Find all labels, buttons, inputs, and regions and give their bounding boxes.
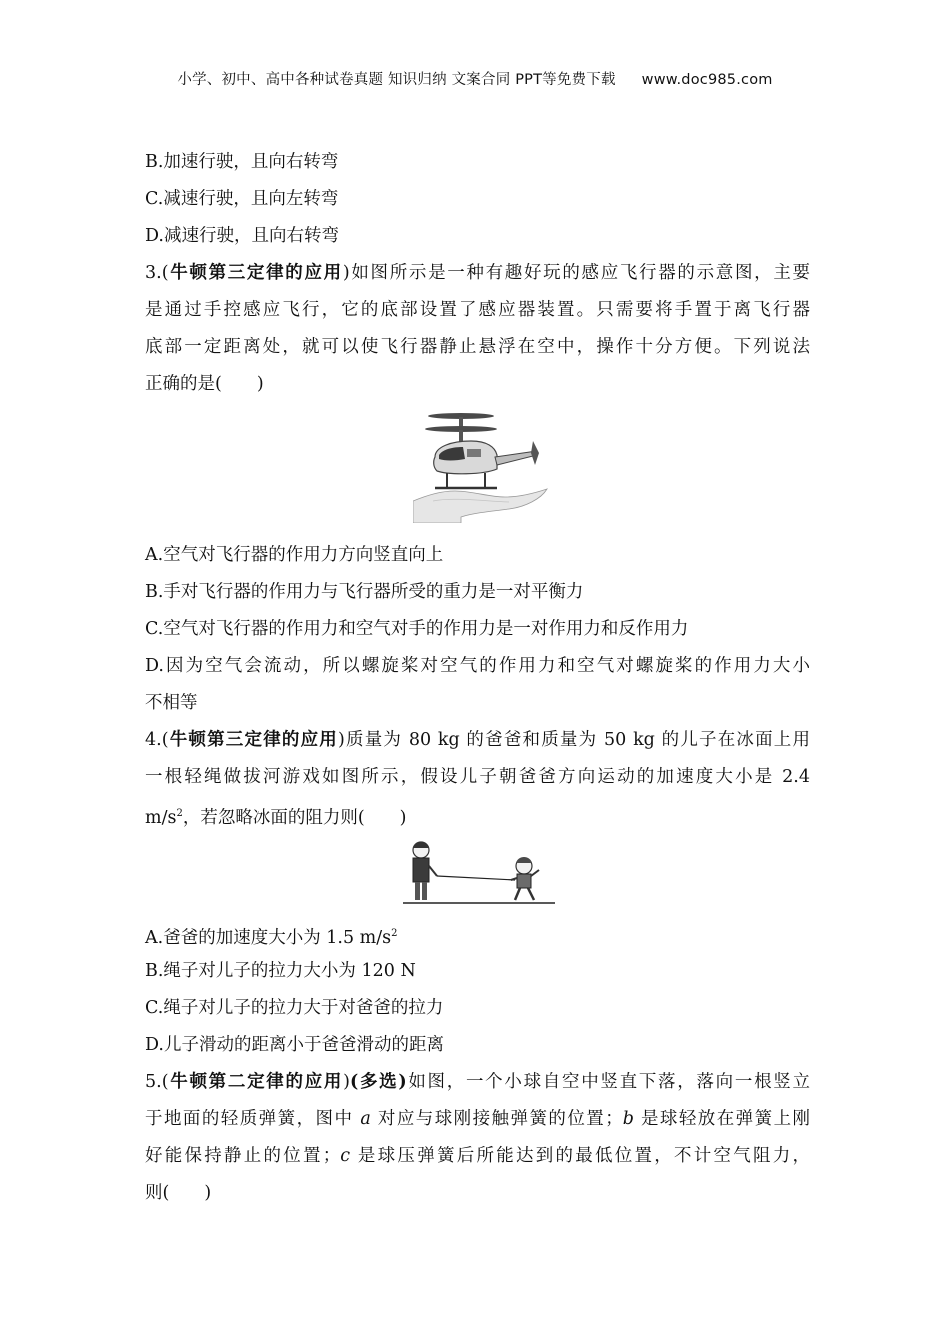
q3-option-c: C.空气对飞行器的作用力和空气对手的作用力是一对作用力和反作用力 <box>145 619 689 639</box>
q4-stem-line-2: 一根轻绳做拔河游戏如图所示，假设儿子朝爸爸方向运动的加速度大小是 2.4 <box>145 767 810 787</box>
q3-stem-line-1 <box>145 261 810 285</box>
q4-close: ) <box>337 730 345 750</box>
q4-stem-rest: ，若忽略冰面的阻力则( ) <box>182 808 407 828</box>
q3-number: 3.( <box>145 263 169 283</box>
q5-stem-line-2 <box>145 1107 810 1131</box>
q5-multi-select: (多选) <box>349 1072 407 1092</box>
q5-line2-part2: 对应与球刚接触弹簧的位置； <box>370 1109 623 1129</box>
q2-option-d: D.减速行驶，且向右转弯 <box>145 226 339 246</box>
q3-stem-line-3: 底部一定距离处，就可以使飞行器静止悬浮在空中，操作十分方便。下列说法 <box>145 337 810 357</box>
q3-option-a: A.空气对飞行器的作用力方向竖直向上 <box>145 545 444 565</box>
q5-number: 5.( <box>145 1072 169 1092</box>
q5-line2-part3: 是球轻放在弹簧上刚 <box>633 1109 811 1129</box>
header-text: 小学、初中、高中各种试卷真题 知识归纳 文案合同 PPT等免费下载 <box>177 72 616 88</box>
q5-line3-part1: 好能保持静止的位置； <box>145 1146 341 1166</box>
q4-topic: 牛顿第三定律的应用 <box>168 730 338 750</box>
q5-stem-line-1 <box>145 1070 810 1094</box>
q2-option-c: C.减速行驶，且向左转弯 <box>145 189 339 209</box>
q4-option-d: D.儿子滑动的距离小于爸爸滑动的距离 <box>145 1035 444 1055</box>
q4-option-a <box>145 922 810 950</box>
q5-var-a: a <box>360 1109 371 1129</box>
q5-text: 如图，一个小球自空中竖直下落，落向一根竖立 <box>406 1072 811 1092</box>
q3-text: 如图所示是一种有趣好玩的感应飞行器的示意图，主要 <box>349 263 811 283</box>
q4-option-c: C.绳子对儿子的拉力大于对爸爸的拉力 <box>145 998 444 1018</box>
q5-topic: 牛顿第二定律的应用 <box>168 1072 344 1092</box>
header-url[interactable]: www.doc985.com <box>641 72 773 88</box>
q4-unit-exp: 2 <box>176 808 183 819</box>
q3-stem-line-2: 是通过手控感应飞行，它的底部设置了感应器装置。只需要将手置于离飞行器 <box>145 300 810 320</box>
q5-stem-line-3 <box>145 1144 810 1168</box>
q4-number: 4.( <box>145 730 169 750</box>
q5-line2-part1: 于地面的轻质弹簧，图中 <box>145 1109 361 1129</box>
q4-option-a-text: A.爸爸的加速度大小为 1.5 m/s <box>145 928 392 948</box>
q4-text: 质量为 80 kg 的爸爸和质量为 50 kg 的儿子在冰面上用 <box>344 730 811 750</box>
q5-line3-part2: 是球压弹簧后所能达到的最低位置，不计空气阻力， <box>350 1146 811 1166</box>
q4-option-b: B.绳子对儿子的拉力大小为 120 N <box>145 961 416 981</box>
q4-unit: m/s <box>145 808 177 828</box>
helicopter-hand-figure <box>413 405 548 523</box>
q3-option-d: D.因为空气会流动，所以螺旋桨对空气的作用力和空气对螺旋桨的作用力大小 <box>145 656 810 676</box>
q4-stem-line-1 <box>145 728 810 752</box>
q3-close: ) <box>342 263 350 283</box>
q3-topic: 牛顿第三定律的应用 <box>168 263 343 283</box>
q3-option-d-cont: 不相等 <box>145 693 198 713</box>
q2-option-b: B.加速行驶，且向右转弯 <box>145 152 339 172</box>
q5-var-c: c <box>340 1146 351 1166</box>
q5-stem-line-4: 则( ) <box>145 1183 212 1203</box>
q4-option-a-exp: 2 <box>391 928 398 939</box>
q5-close: ) <box>343 1072 350 1092</box>
page-header <box>0 68 950 89</box>
q4-stem-line-3 <box>145 802 810 830</box>
q3-stem-line-4: 正确的是( ) <box>145 374 264 394</box>
q3-option-b: B.手对飞行器的作用力与飞行器所受的重力是一对平衡力 <box>145 582 584 602</box>
tug-of-war-figure <box>403 836 555 908</box>
q5-var-b: b <box>622 1109 634 1129</box>
